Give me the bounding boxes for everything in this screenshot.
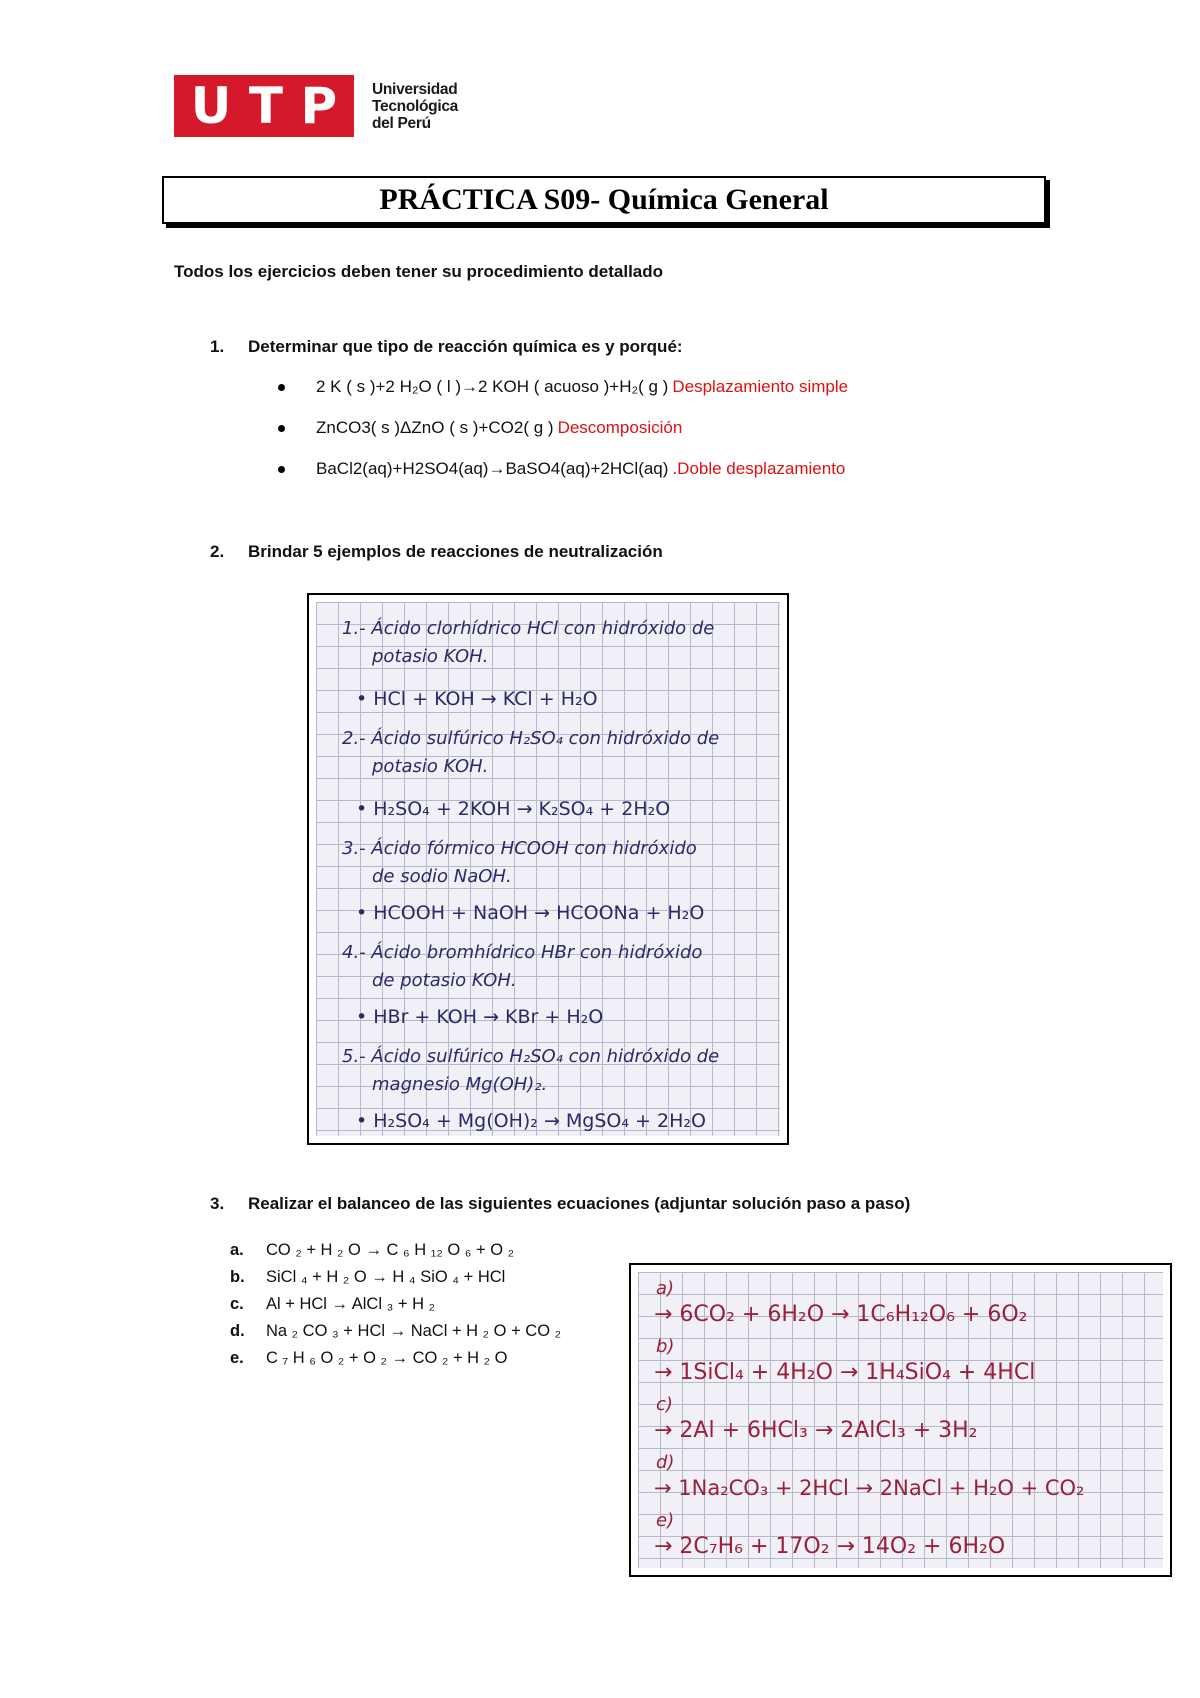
q3-line-4: → 1SiCl₄ + 4H₂O → 1H₄SiO₄ + 4HCl	[654, 1360, 1036, 1385]
q2-line-13: 5.- Ácido sulfúrico H₂SO₄ con hidróxido de	[342, 1046, 720, 1067]
title-box	[162, 176, 1046, 224]
q2-line-11: de potasio KOH.	[372, 970, 517, 991]
q3-equation-list	[230, 1237, 561, 1372]
q3-line-10: → 2C₇H₆ + 17O₂ → 14O₂ + 6H₂O	[654, 1534, 1006, 1559]
question-1-heading	[210, 337, 683, 357]
q3-item-d-equation: Na ₂ CO ₃ + HCl → NaCl + H ₂ O + CO ₂	[266, 1322, 562, 1340]
q3-item-e-letter: e.	[230, 1349, 244, 1367]
bullet-icon	[278, 466, 285, 473]
q2-notebook-paper	[316, 602, 780, 1136]
q3-line-1: a)	[656, 1278, 675, 1299]
question-3-text: Realizar el balanceo de las siguientes ecuaciones (adjuntar solución paso a paso)	[248, 1194, 911, 1213]
question-1-number: 1.	[210, 337, 225, 356]
q1-item-3-answer: .Doble desplazamiento	[672, 459, 846, 478]
question-2-text: Brindar 5 ejemplos de reacciones de neutralización	[248, 542, 663, 561]
q3-line-6: → 2Al + 6HCl₃ → 2AlCl₃ + 3H₂	[654, 1418, 978, 1443]
q2-line-2: potasio KOH.	[372, 646, 489, 667]
q1-item-1-answer: Desplazamiento simple	[672, 377, 849, 396]
q3-item-b	[230, 1264, 561, 1291]
question-2-heading	[210, 542, 663, 562]
q2-line-8: de sodio NaOH.	[372, 866, 512, 887]
q3-handwritten-photo	[629, 1263, 1172, 1577]
question-3-number: 3.	[210, 1194, 225, 1213]
q3-item-c	[230, 1291, 561, 1318]
q1-item-1-equation: 2 K ( s )+2 H₂O ( l )→2 KOH ( acuoso )+H₂( g )	[316, 377, 669, 396]
q3-item-c-letter: c.	[230, 1295, 244, 1313]
q3-item-a	[230, 1237, 561, 1264]
bullet-icon	[278, 425, 285, 432]
question-2-number: 2.	[210, 542, 225, 561]
intro-text: Todos los ejercicios deben tener su procedimiento detallado	[174, 262, 664, 281]
q1-item-3	[280, 459, 845, 479]
logo-line-2: Tecnológica	[372, 97, 458, 115]
logo-line-1: Universidad	[372, 80, 458, 98]
question-1-text: Determinar que tipo de reacción química es y porqué:	[248, 337, 683, 356]
logo-letter-u: U	[190, 77, 232, 135]
q3-item-c-equation: Al + HCl → AlCl ₃ + H ₂	[266, 1295, 435, 1313]
q3-line-3: b)	[656, 1336, 675, 1357]
q3-line-8: → 1Na₂CO₃ + 2HCl → 2NaCl + H₂O + CO₂	[654, 1476, 1085, 1500]
q3-item-e	[230, 1345, 561, 1372]
page-title: PRÁCTICA S09- Química General	[379, 183, 829, 216]
q1-item-2-equation: ZnCO3( s )ΔZnO ( s )+CO2( g )	[316, 418, 554, 437]
q2-line-5: potasio KOH.	[372, 756, 489, 777]
logo-letter-t: T	[248, 77, 284, 135]
q3-item-d-letter: d.	[230, 1322, 245, 1340]
q3-item-a-equation: CO ₂ + H ₂ O → C ₆ H ₁₂ O ₆ + O ₂	[266, 1241, 515, 1259]
q2-line-14: magnesio Mg(OH)₂.	[372, 1074, 548, 1095]
q2-line-7: 3.- Ácido fórmico HCOOH con hidróxido	[342, 838, 697, 859]
q3-notebook-paper	[638, 1272, 1163, 1568]
q3-item-e-equation: C ₇ H ₆ O ₂ + O ₂ → CO ₂ + H ₂ O	[266, 1349, 508, 1367]
q3-item-a-letter: a.	[230, 1241, 244, 1259]
q2-handwritten-photo	[307, 593, 789, 1145]
q2-line-15: • H₂SO₄ + Mg(OH)₂ → MgSO₄ + 2H₂O	[356, 1110, 706, 1132]
q1-item-2-answer: Descomposición	[557, 418, 683, 437]
q3-item-b-letter: b.	[230, 1268, 245, 1286]
q3-line-9: e)	[656, 1510, 675, 1531]
q2-line-4: 2.- Ácido sulfúrico H₂SO₄ con hidróxido de	[342, 728, 720, 749]
q3-line-2: → 6CO₂ + 6H₂O → 1C₆H₁₂O₆ + 6O₂	[654, 1302, 1028, 1327]
q2-line-12: • HBr + KOH → KBr + H₂O	[356, 1006, 604, 1028]
q2-line-9: • HCOOH + NaOH → HCOONa + H₂O	[356, 902, 705, 924]
q2-line-3: • HCl + KOH → KCl + H₂O	[356, 688, 598, 710]
q3-line-5: c)	[656, 1394, 673, 1415]
logo-wordmark	[372, 81, 458, 132]
q2-line-1: 1.- Ácido clorhídrico HCl con hidróxido de	[342, 618, 715, 639]
q3-item-d	[230, 1318, 561, 1345]
logo-letter-p: P	[300, 77, 338, 135]
q1-item-1	[280, 377, 848, 397]
utp-logo	[174, 75, 458, 137]
utp-logo-mark	[174, 75, 354, 137]
logo-line-3: del Perú	[372, 114, 431, 132]
q1-item-3-equation: BaCl2(aq)+H2SO4(aq)→BaSO4(aq)+2HCl(aq)	[316, 459, 669, 478]
question-3-heading	[210, 1194, 910, 1214]
q3-item-b-equation: SiCl ₄ + H ₂ O → H ₄ SiO ₄ + HCl	[266, 1268, 506, 1286]
bullet-icon	[278, 384, 285, 391]
q1-item-2	[280, 418, 682, 438]
q2-line-6: • H₂SO₄ + 2KOH → K₂SO₄ + 2H₂O	[356, 798, 671, 820]
q3-line-7: d)	[656, 1452, 675, 1473]
q2-line-10: 4.- Ácido bromhídrico HBr con hidróxido	[342, 942, 703, 963]
